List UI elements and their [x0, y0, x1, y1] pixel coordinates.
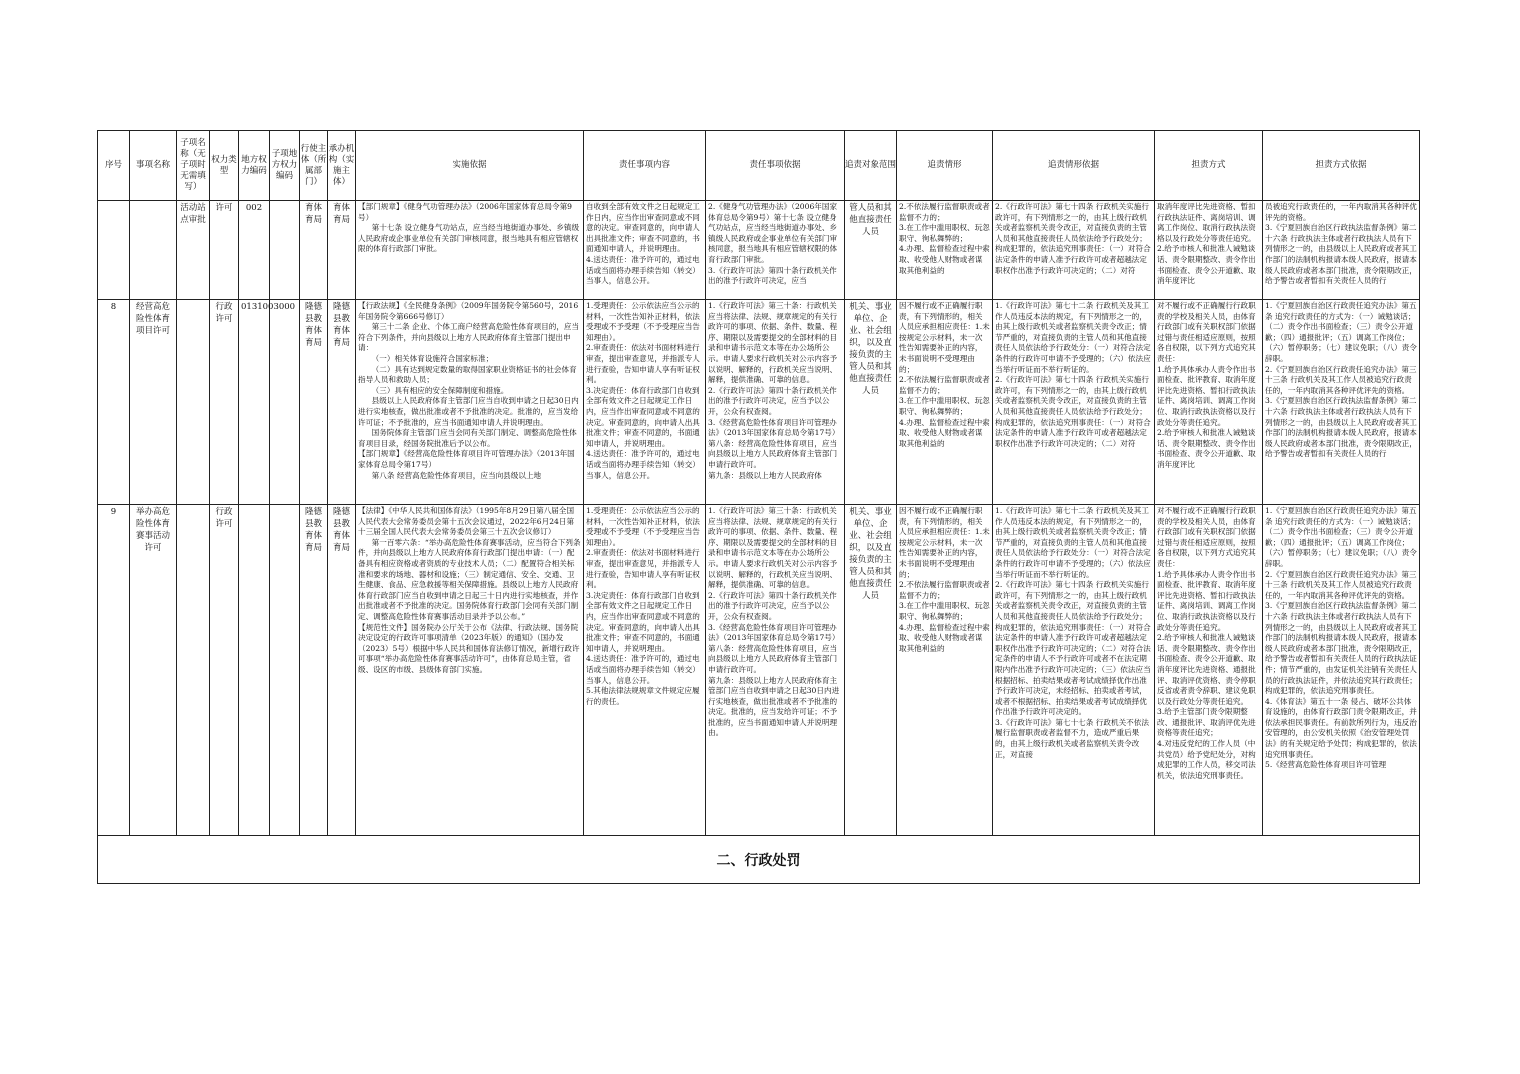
header-cell: 子项地方权力编码	[270, 131, 300, 201]
header-row	[98, 131, 1420, 201]
exercising-body: 隆德县教育体育局	[304, 507, 322, 553]
method-basis: 1.《宁夏回族自治区行政责任追究办法》第五条 追究行政责任的方式为：（一）诫勉谈话；（二）责令作出书面检查；（三）责令公开道歉；（四）通报批评；（五）调离工作岗位；（六）暂停职务；（七）建议免职；（八）责令辞职。 2.《宁夏回族自治区行政责任追究办法》第三十三条 行政机关及其工作人员被追究行政责任的，一年内取消其各种评优评先的资格。 3.《宁夏回族自治区行政执法监督条例》第二十六条 行政执法主体或者行政执法人员有下列情形之一的，由县级以上人民政府或者其工作部门的法制机构报请本级人民政府，报请本级人民政府或者本部门批准，责令限期改正，给予警告或者暂扣有关责任人员的行政执法证件；情节严重的，由发证机关注销有关责任人员的行政执法证件，并依法追究其行政责任；构成犯罪的，依法追究刑事责任。 4.《体育法》第五十一条 侵占、破坏公共体育设施的，由体育行政部门责令限期改正，并依法承担民事责任。有前款所列行为，违反治安管理的，由公安机关依照《治安管理处罚法》的有关规定给予处罚；构成犯罪的，依法追究刑事责任。 5.《经营高危险性体育项目许可管理	[1265, 506, 1417, 770]
sub-item-name-cell	[177, 505, 210, 836]
responsibility-table	[97, 130, 1420, 884]
legal-basis-paragraph: （三）具有相应的安全保障制度和措施。	[371, 385, 509, 395]
accountability-scope-cell	[845, 201, 897, 300]
method-basis: 员被追究行政责任的，一年内取消其各种评优评先的资格。 3.《宁夏回族自治区行政执法监督条例》第二十六条 行政执法主体或者行政执法人员有下列情形之一的，由县级以上人民政府或者其工作部门的法制机构报请本级人民政府，报请本级人民政府或者本部门批准，责令限期改正，给予警告或者暂扣有关责任人员的行	[1265, 202, 1417, 286]
header-cell: 实施依据	[356, 131, 584, 201]
legal-basis-paragraph: 【规范性文件】国务院办公厅关于公布《法律、行政法规、国务院决定设定的行政许可事项清单（2023年版）的通知》（国办发（2023）5号）根据中华人民共和国体育法修订情况，新增行政许可事项“举办高危险性体育赛事活动许可”，由体育总局主管，省级、设区的市级、县级体育部门实施。	[358, 622, 580, 674]
duty-content-cell	[584, 201, 706, 300]
accountability-scope: 管人员和其他直接责任人员	[849, 203, 892, 237]
legal-basis-cell	[356, 505, 584, 836]
legal-basis-cell	[356, 201, 584, 300]
row-number-cell	[98, 201, 130, 300]
situation-basis: 1.《行政许可法》第七十二条 行政机关及其工作人员违反本法的规定，有下列情形之一的，由其上级行政机关或者监察机关责令改正；情节严重的，对直接负责的主管人员和其他直接责任人员依法给予行政处分：（一）对符合法定条件的行政许可申请不予受理的；（六）依法应当举行听证而不举行听证的。 2.《行政许可法》第七十四条 行政机关实施行政许可，有下列情形之一的，由其上级行政机关或者监察机关责令改正，对直接负责的主管人员和其他直接责任人员依法给予行政处分；构成犯罪的，依法追究刑事责任：（一）对符合法定条件的申请人准予行政许可或者超越法定职权作出准予行政许可决定的；（二）对符合法定条件的申请人不予行政许可或者不在法定期限内作出准予行政许可决定的；（三）依法应当根据招标、拍卖结果或者考试成绩择优作出准予行政许可决定，未经招标、拍卖或者考试，或者不根据招标、拍卖结果或者考试成绩择优作出准予行政许可决定的。 3.《行政许可法》第七十七条 行政机关不依法履行监督职责或者监督不力，造成严重后果的，由其上级行政机关或者监察机关责令改正，对直接	[995, 506, 1151, 759]
situation-basis-cell	[993, 505, 1155, 836]
legal-basis-paragraph: 【法律】《中华人民共和国体育法》（1995年8月29日第八届全国人民代表大会常务委员会第十五次会议通过，2022年6月24日第十三届全国人民代表大会常务委员会第三十五次会议修订）	[358, 506, 575, 537]
sub-power-code-cell	[270, 201, 300, 300]
legal-basis-paragraph: 【行政法规】《全民健身条例》（2009年国务院令第560号，2016年国务院令第666号修订）	[358, 301, 579, 321]
section-row	[98, 836, 1420, 884]
header-cell: 追责情形	[897, 131, 993, 201]
legal-basis-paragraph: 县级以上人民政府体育主管部门应当自收到申请之日起30日内进行实地核查，做出批准或者不予批准的决定。批准的，应当发给许可证；不予批准的，应当书面通知申请人并说明理由。	[358, 396, 579, 427]
liability-method-cell	[1155, 300, 1263, 505]
exercising-body-cell	[300, 201, 328, 300]
legal-basis-cell	[356, 300, 584, 505]
duty-basis: 1.《行政许可法》第三十条：行政机关应当将法律、法规、规章规定的有关行政许可的事项、依据、条件、数量、程序、期限以及需要提交的全部材料的目录和申请书示范文本等在办公场所公示。申请人要求行政机关对公示内容予以说明、解释的，行政机关应当说明、解释，提供准确、可靠的信息。 2.《行政许可法》第四十条行政机关作出的准予行政许可决定，应当予以公开，公众有权查阅。 3.《经营高危险性体育项目许可管理办法》（2013年国家体育总局令第17号）第八条：经营高危险性体育项目，应当向县级以上地方人民政府体育主管部门申请行政许可。 第九条：县级以上地方人民政府体育主管部门应当自收到申请之日起30日内进行实地核查，做出批准或者不予批准的决定。批准的，应当发给许可证；不予批准的，应当书面通知申请人并说明理由。	[708, 506, 840, 738]
situation-basis-cell	[993, 300, 1155, 505]
item-name: 经营高危险性体育项目许可	[135, 302, 170, 336]
accountability-scope-cell	[845, 505, 897, 836]
exercising-body-cell	[300, 300, 328, 505]
power-code: 0131003000	[241, 302, 296, 312]
header-cell: 担责方式	[1155, 131, 1263, 201]
legal-basis-paragraph: （一）相关体育设施符合国家标准；	[371, 353, 494, 363]
duty-content: 1.受理责任：公示依法应当公示的材料，一次性告知补正材料，依法受理或不予受理（不予受理应当告知理由）。 2.审查责任：依法对书面材料进行审查，提出审查意见，并指派专人进行查验，告知申请人享有听证权利。 3.决定责任：体育行政部门自收到全部有效文件之日起规定工作日内，应当作出审查同意或不同意的决定。审查同意的，向申请人出具批准文件；审查不同意的，书面通知申请人，并说明理由。 4.送达责任：准予许可的，通过电话或当面将办理手续告知（转交）当事人，信息公开。 5.其他法律法规规章文件规定应履行的责任。	[586, 506, 700, 706]
liability-method: 对不履行或不正确履行行政职责的学校及相关人员，由体育行政部门或有关职权部门依据过错与责任相适应原则，按照各自权限，以下列方式追究其责任： 1.给予具体承办人责令作出书面检查、批评教育、取消年度评比先进资格、暂扣行政执法证件、离岗培训、调离工作岗位、取消行政执法资格以及行政处分等责任追究。 2.给予审核人和批准人诫勉谈话、责令限期整改、责令作出书面检查、责令公开道歉、取消年度评比先进资格、通报批评、取消评优资格、责令停职反省或者责令辞职、建议免职以及行政处分等责任追究。 3.给予主管部门责令限期整改、通报批评、取消评优先进资格等责任追究； 4.对违反党纪的工作人员（中共党员）给予党纪处分，对构成犯罪的工作人员，移交司法机关，依法追究刑事责任。	[1157, 506, 1256, 780]
undertaking-org: 隆德县教育体育局	[332, 302, 350, 348]
item-name: 举办高危险性体育赛事活动许可	[135, 507, 170, 553]
duty-content: 1.受理责任：公示依法应当公示的材料，一次性告知补正材料，依法受理或不予受理（不予受理应当告知理由）。 2.审查责任：依法对书面材料进行审查，提出审查意见，并指派专人进行查验，告知申请人享有听证权利。 3.决定责任：体育行政部门自收到全部有效文件之日起规定工作日内，应当作出审查同意或不同意的决定。审查同意的，向申请人出具批准文件；审查不同意的，书面通知申请人，并说明理由。 4.送达责任：准予许可的，通过电话或当面将办理手续告知（转交）当事人，信息公开。	[586, 301, 700, 480]
header-cell: 序号	[98, 131, 130, 201]
situation-basis: 1.《行政许可法》第七十二条 行政机关及其工作人员违反本法的规定，有下列情形之一的，由其上级行政机关或者监察机关责令改正；情节严重的，对直接负责的主管人员和其他直接责任人员依法给予行政处分：（一）对符合法定条件的行政许可申请不予受理的；（六）依法应当举行听证而不举行听证的。 2.《行政许可法》第七十四条 行政机关实施行政许可，有下列情形之一的，由其上级行政机关或者监察机关责令改正，对直接负责的主管人员和其他直接责任人员依法给予行政处分；构成犯罪的，依法追究刑事责任：（一）对符合法定条件的申请人准予行政许可或者超越法定职权作出准予行政许可决定的；（二）对符	[995, 301, 1151, 448]
liability-method-cell	[1155, 201, 1263, 300]
accountability-situation: 因不履行或不正确履行职责，有下列情形的，相关人员应承担相应责任：1.未按规定公示材料，未一次性告知需要补正的内容，未书面说明不受理理由的； 2.不依法履行监督职责或者监督不力的； 3.在工作中滥用职权、玩忽职守、徇私舞弊的； 4.办理、监督检查过程中索取、收受他人财物或者谋取其他利益的	[899, 301, 990, 448]
header-cell: 责任事项内容	[584, 131, 706, 201]
header-cell: 事项名称	[130, 131, 177, 201]
row-number-cell	[98, 505, 130, 836]
legal-basis-paragraph: 第三十二条 企业、个体工商户经营高危险性体育项目的，应当符合下列条件，并向县级以上地方人民政府体育主管部门提出申请：	[358, 322, 580, 353]
table-row	[98, 505, 1420, 836]
table-row	[98, 300, 1420, 505]
situation-basis-cell	[993, 201, 1155, 300]
header-cell: 地方权力编码	[239, 131, 270, 201]
undertaking-org: 育体育局	[332, 203, 350, 225]
power-code-cell	[239, 505, 270, 836]
undertaking-org: 隆德县教育体育局	[332, 507, 350, 553]
accountability-situation: 因不履行或不正确履行职责，有下列情形的，相关人员应承担相应责任：1.未按规定公示材料，未一次性告知需要补正的内容，未书面说明不受理理由的； 2.不依法履行监督职责或者监督不力的； 3.在工作中滥用职权、玩忽职守、徇私舞弊的； 4.办理、监督检查过程中索取、收受他人财物或者谋取其他利益的	[899, 506, 990, 653]
header-cell: 承办机构（实施主体）	[328, 131, 356, 201]
header-cell: 责任事项依据	[706, 131, 845, 201]
undertaking-org-cell	[328, 201, 356, 300]
power-code: 002	[245, 203, 263, 213]
method-basis-cell	[1263, 300, 1420, 505]
liability-method: 取消年度评比先进资格、暂扣行政执法证件、离岗培训、调离工作岗位、取消行政执法资格以及行政处分等责任追究。 2.给予市核人和批准人诫勉谈话、责令限期整改、责令作出书面检查、责令公开道歉、取消年度评比	[1157, 202, 1256, 286]
item-name-cell	[130, 201, 177, 300]
legal-basis-paragraph: 国务院体育主管部门应当会同有关部门制定、调整高危险性体育项目目录，经国务院批准后予以公布。	[358, 428, 577, 448]
responsibility-table-sheet	[97, 130, 1419, 885]
legal-basis-paragraph: 第十七条 设立健身气功站点，应当经当地街道办事处、乡镇级人民政府或企事业单位有关部门审核同意，报当地具有相应管辖权限的体育行政部门审批。	[358, 223, 580, 254]
header-cell: 追责对象范围	[845, 131, 897, 201]
power-type-cell	[210, 201, 239, 300]
undertaking-org-cell	[328, 505, 356, 836]
duty-basis-cell	[706, 201, 845, 300]
accountability-scope: 机关、事业单位、企业、社会组织，以及直接负责的主管人员和其他直接责任人员	[849, 507, 892, 601]
duty-content-cell	[584, 300, 706, 505]
accountability-situation-cell	[897, 201, 993, 300]
liability-method-cell	[1155, 505, 1263, 836]
table-row	[98, 201, 1420, 300]
row-number-cell	[98, 300, 130, 505]
header-cell: 行使主体（所属部门）	[300, 131, 328, 201]
method-basis-cell	[1263, 201, 1420, 300]
power-type-cell	[210, 505, 239, 836]
section-title: 二、行政处罚	[98, 836, 1420, 884]
sub-power-code-cell	[270, 505, 300, 836]
duty-content-cell	[584, 505, 706, 836]
legal-basis-paragraph: 第八条 经营高危险性体育项目，应当向县级以上地	[371, 470, 542, 480]
exercising-body: 育体育局	[304, 203, 322, 225]
duty-content: 自收到全部有效文件之日起规定工作日内，应当作出审查同意或不同意的决定。审查同意的，向申请人出具批准文件；审查不同意的，书面通知申请人，并说明理由。 4.送达责任：准予许可的，通过电话或当面将办理手续告知（转交）当事人，信息公开。	[586, 202, 700, 286]
accountability-situation-cell	[897, 505, 993, 836]
sub-item-name-cell	[177, 300, 210, 505]
accountability-situation: 2.不依法履行监督职责或者监督不力的； 3.在工作中滥用职权、玩忽职守、徇私舞弊的； 4.办理、监督检查过程中索取、收受他人财物或者谋取其他利益的	[899, 202, 990, 275]
power-type: 许可	[215, 203, 233, 213]
accountability-situation-cell	[897, 300, 993, 505]
power-code-cell	[239, 201, 270, 300]
legal-basis-paragraph: （二）具有达到规定数量的取得国家职业资格证书的社会体育指导人员和救助人员；	[358, 364, 577, 385]
situation-basis: 2.《行政许可法》第七十四条 行政机关实施行政许可，有下列情形之一的，由其上级行政机关或者监察机关责令改正，对直接负责的主管人员和其他直接责任人员依法给予行政处分；构成犯罪的，依法追究刑事责任：（一）对符合法定条件的申请人准予行政许可或者超越法定职权作出准予行政许可决定的；（二）对符	[995, 202, 1151, 275]
undertaking-org-cell	[328, 300, 356, 505]
accountability-scope-cell	[845, 300, 897, 505]
power-type: 行政许可	[215, 507, 233, 529]
power-type: 行政许可	[215, 302, 233, 324]
header-cell: 子项名称（无子项时无需填写）	[177, 131, 210, 201]
legal-basis-paragraph: 【部门规章】《经营高危险性体育项目许可管理办法》（2013年国家体育总局令第17号）	[358, 449, 575, 469]
exercising-body: 隆德县教育体育局	[304, 302, 322, 348]
duty-basis-cell	[706, 505, 845, 836]
method-basis: 1.《宁夏回族自治区行政责任追究办法》第五条 追究行政责任的方式为：（一）诫勉谈话；（二）责令作出书面检查；（三）责令公开道歉；（四）通报批评；（五）调离工作岗位；（六）暂停职务；（七）建议免职；（八）责令辞职。 2.《宁夏回族自治区行政责任追究办法》第三十三条 行政机关及其工作人员被追究行政责任的，一年内取消其各种评优评先的资格。 3.《宁夏回族自治区行政执法监督条例》第二十六条 行政执法主体或者行政执法人员有下列情形之一的，由县级以上人民政府或者其工作部门的法制机构报请本级人民政府，报请本级人民政府或者本部门批准，责令限期改正，给予警告或者暂扣有关责任人员的行	[1265, 301, 1417, 459]
sub-item-name: 活动站点审批	[180, 203, 206, 225]
header-cell: 权力类型	[210, 131, 239, 201]
power-code-cell	[239, 300, 296, 505]
header-cell: 追责情形依据	[993, 131, 1155, 201]
sub-item-name-cell	[177, 201, 210, 300]
row-number: 8	[110, 302, 117, 312]
header-cell: 担责方式依据	[1263, 131, 1420, 201]
item-name-cell	[130, 300, 177, 505]
method-basis-cell	[1263, 505, 1420, 836]
duty-basis: 2.《健身气功管理办法》（2006年国家体育总局令第9号）第十七条 设立健身气功站点，应当经当地街道办事处、乡镇级人民政府或企事业单位有关部门审核同意，报当地具有相应管辖权限的体育行政部门审批。 3.《行政许可法》第四十条行政机关作出的准予行政许可决定，应当	[708, 202, 838, 286]
liability-method: 对不履行或不正确履行行政职责的学校及相关人员，由体育行政部门或有关职权部门依据过错与责任相适应原则，按照各自权限，以下列方式追究其责任： 1.给予具体承办人责令作出书面检查、批评教育、取消年度评比先进资格、暂扣行政执法证件、离岗培训、调离工作岗位、取消行政执法资格以及行政处分等责任追究。 2.给予审核人和批准人诫勉谈话、责令限期整改、责令作出书面检查、责令公开道歉、取消年度评比	[1157, 301, 1256, 469]
sub-power-code-cell	[270, 300, 300, 505]
legal-basis-paragraph: 第一百零六条：“举办高危险性体育赛事活动，应当符合下列条件，并向县级以上地方人民政府体育行政部门提出申请：（一）配备具有相应资格或者资质的专业技术人员；（二）配置符合相关标准和要求的场地、器材和设施；（三）制定通信、安全、交通、卫生健康、食品、应急救援等相关保障措施。县级以上地方人民政府体育行政部门应当自收到申请之日起三十日内进行实地核查，并作出批准或者不予批准的决定。国务院体育行政部门会同有关部门制定、调整高危险性体育赛事活动目录并予以公布。”	[358, 537, 581, 621]
item-name-cell	[130, 505, 177, 836]
exercising-body-cell	[300, 505, 328, 836]
power-type-cell	[210, 300, 239, 505]
row-number: 9	[110, 507, 117, 517]
duty-basis: 1.《行政许可法》第三十条：行政机关应当将法律、法规、规章规定的有关行政许可的事项、依据、条件、数量、程序、期限以及需要提交的全部材料的目录和申请书示范文本等在办公场所公示。申请人要求行政机关对公示内容予以说明、解释的，行政机关应当说明、解释，提供准确、可靠的信息。 2.《行政许可法》第四十条行政机关作出的准予行政许可决定，应当予以公开，公众有权查阅。 3.《经营高危险性体育项目许可管理办法》（2013年国家体育总局令第17号）第八条：经营高危险性体育项目，应当向县级以上地方人民政府体育主管部门申请行政许可。 第九条：县级以上地方人民政府体	[708, 301, 840, 480]
duty-basis-cell	[706, 300, 845, 505]
accountability-scope: 机关、事业单位、企业、社会组织，以及直接负责的主管人员和其他直接责任人员	[849, 302, 892, 396]
legal-basis-paragraph: 【部门规章】《健身气功管理办法》（2006年国家体育总局令第9号）	[358, 202, 572, 222]
